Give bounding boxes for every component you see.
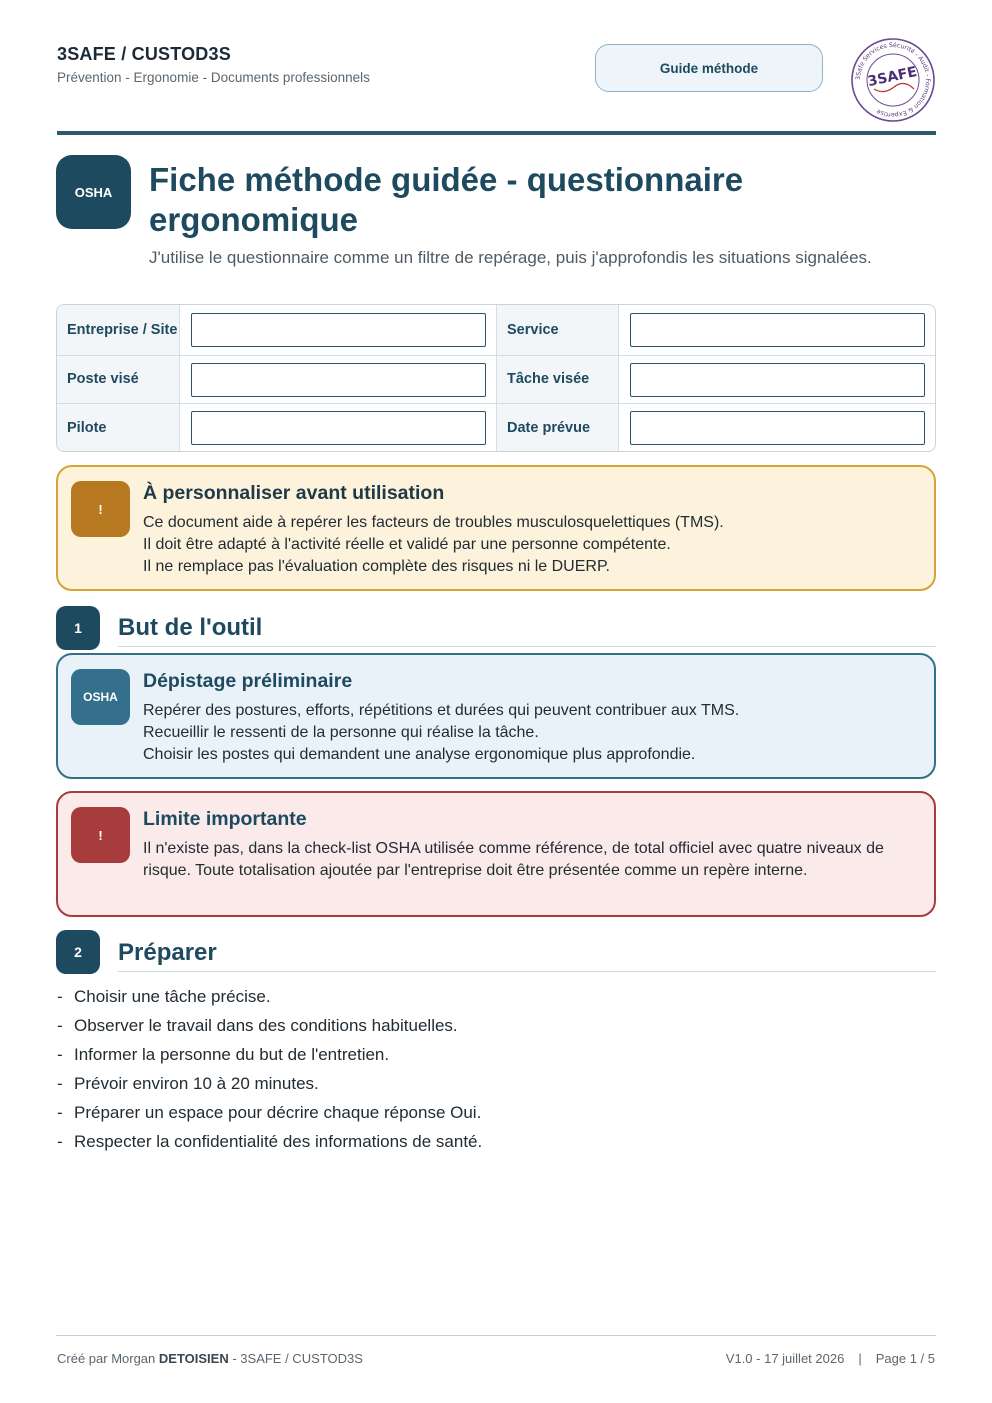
section-title: But de l'outil <box>118 614 263 641</box>
form-row <box>57 404 936 452</box>
list-item: - Respecter la confidentialité des informations de santé. <box>57 1132 483 1151</box>
callout-title: Dépistage préliminaire <box>143 670 353 692</box>
callout-line: Il doit être adapté à l'activité réelle et validé par une personne compétente. <box>143 536 671 553</box>
info-form <box>56 304 936 452</box>
page-number: Page 1 / 5 <box>875 1351 935 1366</box>
footer-credits: Créé par Morgan DETOISIEN - 3SAFE / CUSTOD3S <box>57 1351 363 1366</box>
poste-vise-field[interactable] <box>191 363 486 397</box>
label-poste-vise: Poste visé <box>57 356 180 403</box>
osha-info-icon: OSHA <box>71 669 130 725</box>
brand-block <box>57 44 370 85</box>
section-divider <box>118 646 936 647</box>
label-tache-visee: Tâche visée <box>497 356 619 403</box>
seal-text: 3SAFE <box>866 64 919 91</box>
callout-body <box>143 512 923 578</box>
callout-body <box>143 700 923 766</box>
personalize-warning-callout <box>56 465 936 591</box>
tache-visee-field[interactable] <box>630 363 925 397</box>
section-number: 1 <box>56 606 100 650</box>
callout-line: Choisir les postes qui demandent une analyse ergonomique plus approfondie. <box>143 746 696 763</box>
callout-title: Limite importante <box>143 808 307 830</box>
entreprise-site-field[interactable] <box>191 313 486 347</box>
osha-badge: OSHA <box>56 155 131 229</box>
page-title: Fiche méthode guidée - questionnaire ergonomique <box>149 161 744 238</box>
callout-title: À personnaliser avant utilisation <box>143 482 445 504</box>
label-pilote: Pilote <box>57 404 180 452</box>
warning-exclamation-icon: ! <box>71 481 130 537</box>
list-item: - Choisir une tâche précise. <box>57 987 271 1006</box>
callout-line: Repérer des postures, efforts, répétitions et durées qui peuvent contribuer aux TMS. <box>143 702 740 719</box>
footer-divider <box>56 1335 936 1336</box>
label-entreprise-site: Entreprise / Site <box>57 305 180 355</box>
seal-ring-text: 3Safe Services Sécurité - Audit - Formation & Expertise <box>854 41 932 119</box>
page-subtitle: J'utilise le questionnaire comme un filtre de repérage, puis j'approfondis les situations signalées. <box>149 248 872 267</box>
header-divider <box>57 131 936 135</box>
brand-subtitle: Prévention - Ergonomie - Documents professionnels <box>57 70 370 85</box>
label-date-prevue: Date prévue <box>497 404 619 452</box>
callout-line: Il ne remplace pas l'évaluation complète des risques ni le DUERP. <box>143 558 610 575</box>
pilote-field[interactable] <box>191 411 486 445</box>
list-item: - Préparer un espace pour décrire chaque réponse Oui. <box>57 1103 482 1122</box>
callout-body: Il n'existe pas, dans la check-list OSHA utilisée comme référence, de total officiel avec quatre niveaux de risque. Toute totalisation ajoutée par l'entreprise doit être présentée comme un repère interne. <box>143 840 884 879</box>
list-item: - Observer le travail dans des conditions habituelles. <box>57 1016 458 1035</box>
list-item: - Informer la personne du but de l'entretien. <box>57 1045 390 1064</box>
section-number: 2 <box>56 930 100 974</box>
form-row <box>57 356 936 404</box>
version-label: V1.0 - 17 juillet 2026 <box>725 1351 845 1366</box>
list-item: - Prévoir environ 10 à 20 minutes. <box>57 1074 319 1093</box>
section-divider <box>118 971 936 972</box>
footer-version-page: V1.0 - 17 juillet 2026 | Page 1 / 5 <box>725 1351 935 1366</box>
danger-exclamation-icon: ! <box>71 807 130 863</box>
section-title: Préparer <box>118 939 217 966</box>
preparation-list <box>57 982 917 1156</box>
form-row <box>57 305 936 356</box>
callout-line: Recueillir le ressenti de la personne qui réalise la tâche. <box>143 724 539 741</box>
date-prevue-field[interactable] <box>630 411 925 445</box>
callout-line: Ce document aide à repérer les facteurs de troubles musculosquelettiques (TMS). <box>143 514 724 531</box>
important-limit-callout <box>56 791 936 917</box>
guide-method-badge: Guide méthode <box>595 44 823 92</box>
company-seal-logo <box>850 37 936 123</box>
label-service: Service <box>497 305 619 355</box>
screening-info-callout <box>56 653 936 779</box>
brand-name: 3SAFE / CUSTOD3S <box>57 44 231 64</box>
service-field[interactable] <box>630 313 925 347</box>
